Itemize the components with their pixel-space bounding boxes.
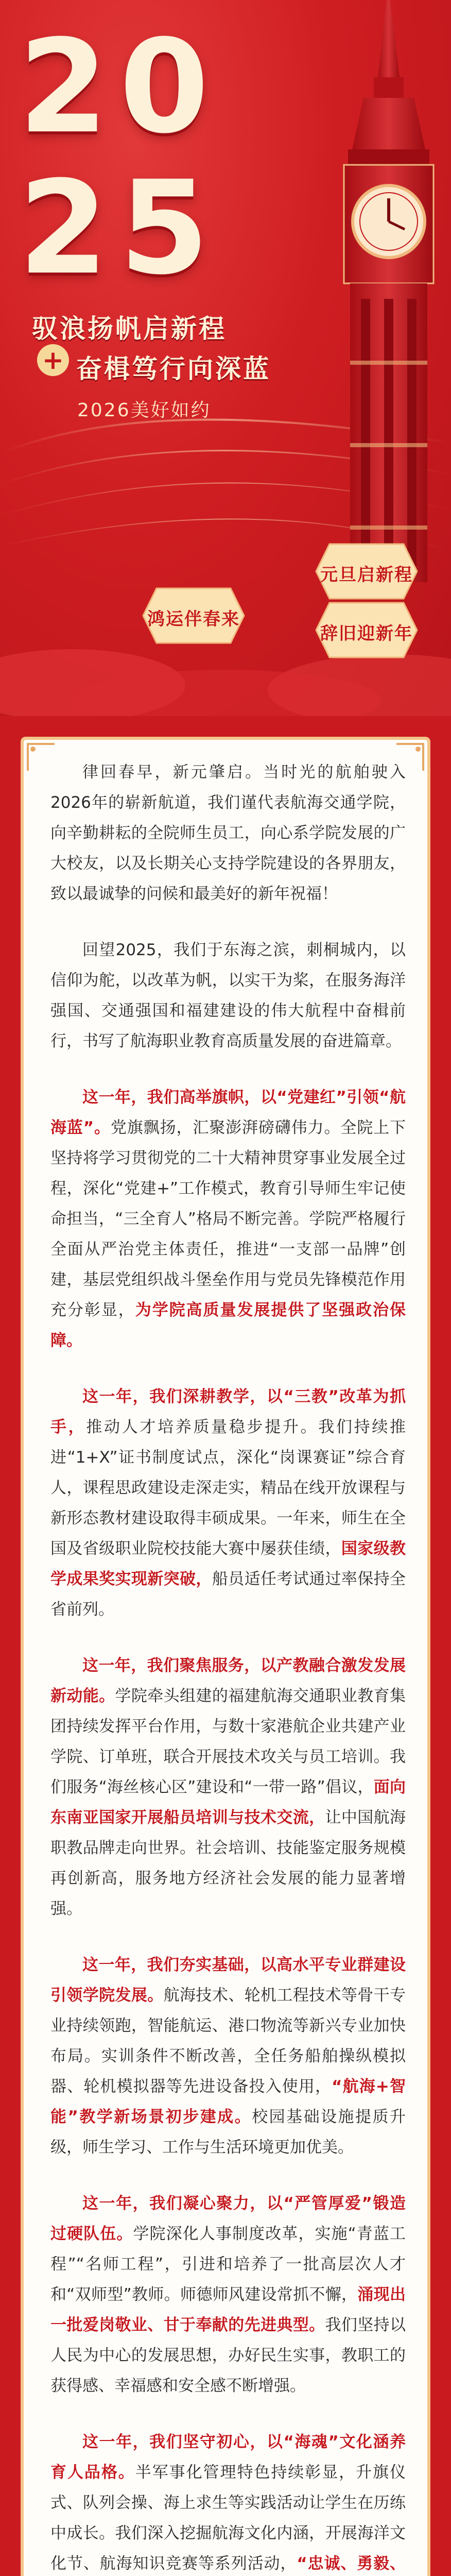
paragraph-8 <box>50 2427 406 2576</box>
letter-text <box>50 757 406 2576</box>
highlight-text: “忠诚、勇毅、 <box>297 2554 406 2573</box>
highlight-text: 为学院高质量发展提供了坚强政治保障。 <box>50 1301 406 1350</box>
plus-badge-icon: + <box>37 344 69 376</box>
paragraph-5 <box>50 1651 406 1924</box>
paragraph-1 <box>50 757 406 909</box>
greeting-subtitle: 2026美好如约 <box>77 400 211 421</box>
big-ben-tower-illustration <box>297 0 451 582</box>
hero-banner <box>0 0 451 716</box>
highlight-text: “航海+智能”教学新场景初步建成。 <box>50 2077 406 2126</box>
badge-label: 鸿运伴春来 <box>147 609 240 630</box>
highlight-text: 这一年，我们坚守初心，以“海魂”文化涵养育人品格。 <box>50 2433 406 2482</box>
body-text: 半军事化管理特色持续彰显，升旗仪式、队列会操、海上求生等实践活动让学生在历练中成长。我们深入挖掘航海文化内涵，开展海洋文化节、航海知识竞赛等系列活动， <box>50 2463 406 2573</box>
highlight-text: 这一年，我们高举旗帜，以“党建红”引领“航海蓝”。 <box>50 1088 406 1137</box>
year-digits-bottom: 25 <box>19 153 220 303</box>
highlight-text: 这一年，我们夯实基础，以高水平专业群建设引领学院发展。 <box>50 1956 406 2005</box>
body-text: 让中国航海职教品牌走向世界。社会培训、技能鉴定服务规模再创新高，服务地方经济社会发展的能力显著增强。 <box>50 1808 406 1918</box>
badge-hongyun <box>142 587 245 644</box>
highlight-text: 涌现出一批爱岗敬业、甘于奉献的先进典型。 <box>50 2285 406 2334</box>
paragraph-7 <box>50 2189 406 2401</box>
slogan-line-1: 驭浪扬帆启新程 <box>32 314 227 344</box>
paragraph-4 <box>50 1382 406 1625</box>
body-text: 船员适任考试通过率保持全省前列。 <box>50 1570 406 1619</box>
body-text: 律回春早，新元肇启。当时光的航舶驶入2026年的崭新航道，我们谨代表航海交通学院，向辛勤耕耘的全院师生员工，向心系学院发展的广大校友，以及长期关心支持学院建设的各界朋友，致以最诚挚的问候和最美好的新年祝福！ <box>50 763 406 903</box>
paragraph-3 <box>50 1082 406 1356</box>
badge-yuandan <box>315 543 418 600</box>
year-digits-top: 20 <box>19 12 220 162</box>
highlight-text: 这一年，我们聚焦服务，以产教融合激发发展新动能。 <box>50 1656 406 1705</box>
highlight-text: 这一年，我们凝心聚力，以“严管厚爱”锻造过硬队伍。 <box>50 2194 406 2243</box>
body-text: 学院深化人事制度改革，实施“青蓝工程”“名师工程”，引进和培养了一批高层次人才和“双师型”教师。师德师风建设常抓不懈， <box>50 2225 406 2304</box>
body-text: 我们坚持以人民为中心的发展思想，办好民生实事，教职工的获得感、幸福感和安全感不断增强。 <box>50 2316 406 2395</box>
highlight-text: 国家级教学成果奖实现新突破， <box>50 1539 406 1588</box>
letter-body <box>21 737 430 2576</box>
body-text: 航海技术、轮机工程技术等骨干专业持续领跑，智能航运、港口物流等新兴专业加快布局。实训条件不断改善，全任务船舶操纵模拟器、轮机模拟器等先进设备投入使用， <box>50 1986 406 2096</box>
highlight-text: 这一年，我们深耕教学，以“三教”改革为抓手， <box>50 1387 406 1436</box>
badge-cijiu <box>315 602 418 658</box>
highlight-text: 面向东南亚国家开展船员培训与技术交流， <box>50 1778 406 1827</box>
slogan-line-2: 奋楫笃行向深蓝 <box>76 354 271 384</box>
body-text: 回望2025，我们于东海之滨，刺桐城内，以信仰为舵，以改革为帆，以实干为桨，在服务海洋强国、交通强国和福建建设的伟大航程中奋楫前行，书写了航海职业教育高质量发展的奋进篇章。 <box>50 941 406 1050</box>
paragraph-2 <box>50 935 406 1057</box>
body-text: 推动人才培养质量稳步提升。我们持续推进“1+X”证书制度试点，深化“岗课赛证”综合育人，课程思政建设走深走实，精品在线开放课程与新形态教材建设取得丰硕成果。一年来，师生在全国及省级职业院校技能大赛中屡获佳绩， <box>50 1418 406 1558</box>
badge-label: 辞旧迎新年 <box>320 623 413 644</box>
paragraph-6 <box>50 1950 406 2163</box>
body-text: 党旗飘扬，汇聚澎湃磅礴伟力。全院上下坚持将学习贯彻党的二十大精神贯穿事业发展全过程，深化“党建+”工作模式，教育引导师生牢记使命担当，“三全育人”格局不断完善。学院严格履行全面从严治党主体责任，推进“一支部一品牌”创建，基层党组织战斗堡垒作用与党员先锋模范作用充分彰显， <box>50 1118 406 1319</box>
body-text: 校园基础设施提质升级，师生学习、工作与生活环境更加优美。 <box>50 2108 406 2157</box>
body-text: 学院牵头组建的福建航海交通职业教育集团持续发挥平台作用，与数十家港航企业共建产业学院、订单班，联合开展技术攻关与员工培训。我们服务“海丝核心区”建设和“一带一路”倡议， <box>50 1687 406 1797</box>
badge-label: 元旦启新程 <box>320 565 413 585</box>
